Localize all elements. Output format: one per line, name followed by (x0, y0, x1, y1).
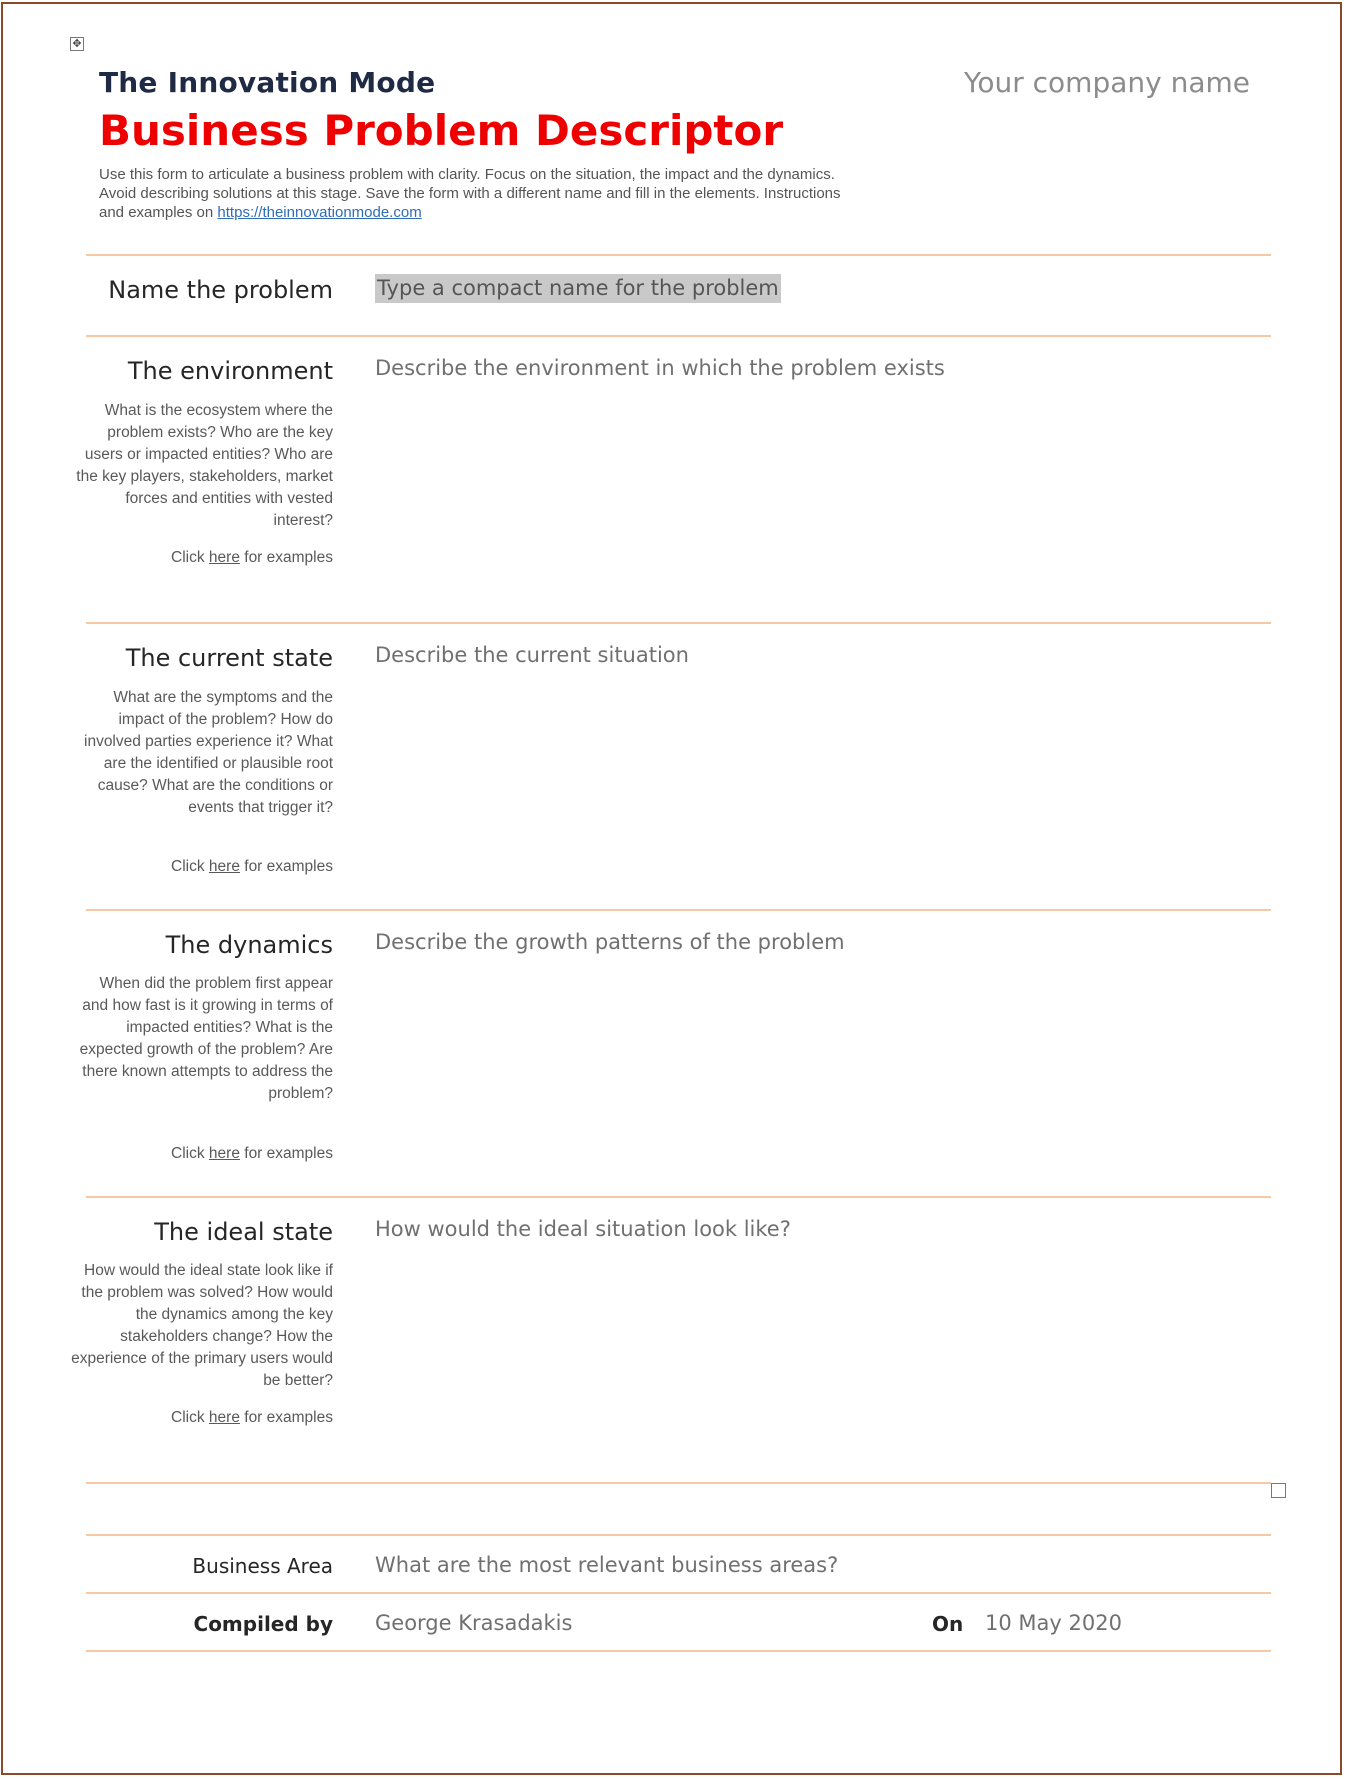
section-divider (86, 254, 1271, 256)
examples-link-environment[interactable]: here (208, 549, 240, 566)
examples-suffix: for examples (239, 549, 333, 566)
brand-name: The Innovation Mode (99, 66, 436, 99)
section-divider (86, 622, 1271, 624)
table-resize-handle-icon[interactable] (1271, 1483, 1286, 1498)
examples-suffix: for examples (239, 1409, 333, 1426)
section-title-dynamics: The dynamics (165, 931, 333, 959)
examples-suffix: for examples (239, 1145, 333, 1162)
section-divider (86, 1650, 1271, 1652)
section-divider (86, 335, 1271, 337)
section-divider (86, 1534, 1271, 1536)
intro-paragraph (99, 165, 859, 222)
section-divider (86, 1482, 1271, 1484)
intro-text: Use this form to articulate a business problem with clarity. Focus on the situation, the impact and the dynamics. Avoid describing solutions at this stage. Save the form with a different name and fill in the elements. Instructions and examples on (99, 166, 841, 221)
environment-field[interactable]: Describe the environment in which the problem exists (375, 356, 945, 380)
table-move-handle-icon[interactable]: ✥ (70, 37, 84, 51)
ideal-state-field[interactable]: How would the ideal situation look like? (375, 1217, 791, 1241)
section-divider (86, 909, 1271, 911)
company-name-field[interactable]: Your company name (963, 66, 1250, 99)
section-title-ideal-state: The ideal state (154, 1218, 333, 1246)
section-title-current-state: The current state (125, 644, 333, 672)
compiled-by-field[interactable]: George Krasadakis (375, 1611, 573, 1635)
section-divider (86, 1196, 1271, 1198)
examples-prefix: Click (171, 1409, 209, 1426)
examples-link-current-state[interactable]: here (208, 858, 240, 875)
examples-prefix: Click (171, 1145, 209, 1162)
date-label: On (932, 1612, 964, 1636)
examples-line-environment (71, 549, 333, 567)
examples-prefix: Click (171, 549, 209, 566)
compiled-by-label: Compiled by (193, 1612, 333, 1636)
examples-line-dynamics (71, 1145, 333, 1163)
current-state-field[interactable]: Describe the current situation (375, 643, 689, 667)
section-guide-ideal-state: How would the ideal state look like if the problem was solved? How would the dynamics among the key stakeholders change? How the experience of the primary users would be better? (71, 1262, 333, 1389)
document-title: Business Problem Descriptor (99, 106, 784, 155)
examples-prefix: Click (171, 858, 209, 875)
intro-link[interactable]: https://theinnovationmode.com (217, 204, 422, 221)
problem-name-field[interactable]: Type a compact name for the problem (375, 274, 781, 303)
examples-line-current-state (71, 858, 333, 876)
business-area-label: Business Area (192, 1554, 333, 1578)
section-guide-dynamics: When did the problem first appear and how fast is it growing in terms of impacted entities? What is the expected growth of the problem? Are there known attempts to address the problem? (79, 975, 333, 1102)
section-guide-environment: What is the ecosystem where the problem exists? Who are the key users or impacted entities? Who are the key players, stakeholders, market forces and entities with vested interest? (76, 402, 333, 529)
section-divider (86, 1592, 1271, 1594)
dynamics-field[interactable]: Describe the growth patterns of the problem (375, 930, 845, 954)
examples-suffix: for examples (239, 858, 333, 875)
examples-line-ideal-state (71, 1409, 333, 1427)
examples-link-dynamics[interactable]: here (208, 1145, 240, 1162)
problem-name-label: Name the problem (108, 276, 333, 304)
document-page (1, 2, 1342, 1775)
date-field[interactable]: 10 May 2020 (985, 1611, 1122, 1635)
section-guide-current-state: What are the symptoms and the impact of the problem? How do involved parties experience it? What are the identified or plausible root cause? What are the conditions or events that trigger it? (84, 689, 333, 816)
business-area-field[interactable]: What are the most relevant business areas? (375, 1553, 839, 1577)
section-title-environment: The environment (127, 357, 333, 385)
examples-link-ideal-state[interactable]: here (208, 1409, 240, 1426)
